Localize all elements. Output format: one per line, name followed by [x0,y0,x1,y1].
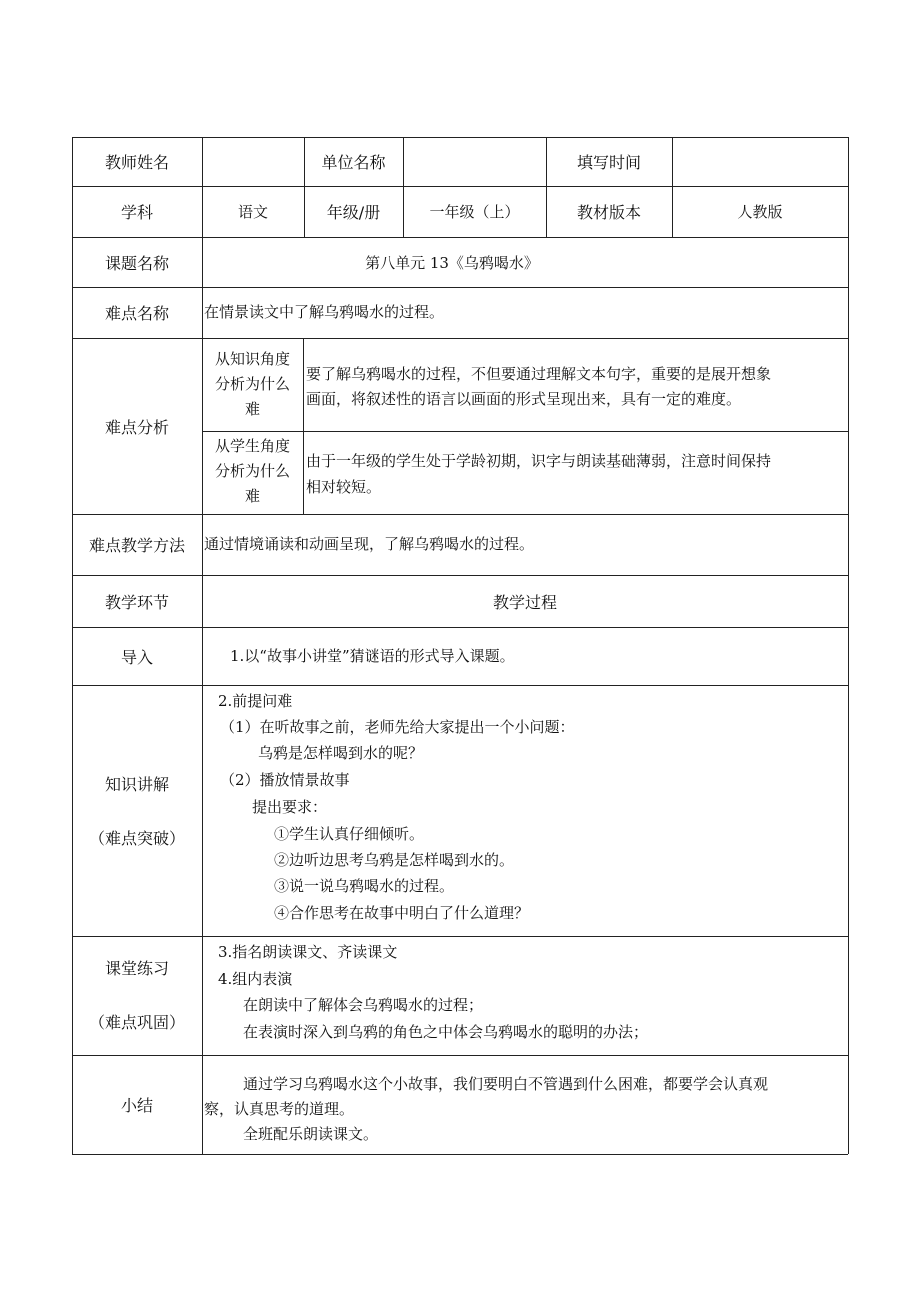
edition-label: 教材版本 [576,203,641,222]
intro-text: 1.以“故事小讲堂”猜谜语的形式导入课题。 [230,647,515,665]
knowledge-angle-text-1: 要了解乌鸦喝水的过程，不但要通过理解文本句字，重要的是展开想象 [306,365,772,383]
topic-value: 第八单元 13《乌鸦喝水》 [365,253,539,272]
method-value: 通过情境诵读和动画呈现，了解乌鸦喝水的过程。 [204,535,535,553]
explain-line: （2）播放情景故事 [220,771,350,789]
practice-line: 4.组内表演 [218,970,293,988]
explain-sublabel: （难点突破） [88,829,185,848]
teacher-name-label: 教师姓名 [104,153,169,172]
difficulty-value: 在情景读文中了解乌鸦喝水的过程。 [204,303,445,321]
practice-line: 在表演时深入到乌鸦的角色之中体会乌鸦喝水的聪明的办法； [243,1023,649,1041]
explain-line: ④合作思考在故事中明白了什么道理？ [274,904,530,922]
difficulty-label: 难点名称 [104,304,169,323]
explain-line: 提出要求： [252,798,328,816]
summary-label: 小结 [120,1096,153,1115]
summary-line: 察，认真思考的道理。 [204,1100,355,1118]
method-label: 难点教学方法 [88,536,185,555]
student-angle-line: 难 [244,487,260,505]
explain-line: （1）在听故事之前，老师先给大家提出一个小问题： [220,718,575,736]
knowledge-angle-line: 难 [244,400,260,418]
edition-value: 人教版 [737,203,783,221]
teacher-name-value[interactable] [202,137,304,186]
grade-label: 年级/册 [326,203,381,222]
unit-name-value[interactable] [403,137,546,186]
student-angle-line: 从学生角度 [214,437,290,455]
knowledge-angle-line: 从知识角度 [214,350,290,368]
analysis-label: 难点分析 [104,417,169,437]
practice-label-block [72,954,202,1038]
teaching-section-header: 教学环节 [104,592,169,612]
practice-sublabel: （难点巩固） [88,1013,185,1032]
topic-label: 课题名称 [104,253,169,273]
summary-line: 全班配乐朗读课文。 [243,1125,379,1143]
fill-date-value[interactable] [672,137,848,186]
practice-line: 3.指名朗读课文、齐读课文 [218,943,398,961]
knowledge-angle-text-2: 画面，将叙述性的语言以画面的形式呈现出来，具有一定的难度。 [306,390,742,408]
explain-line: ②边听边思考乌鸦是怎样喝到水的。 [274,851,515,869]
knowledge-angle-line: 分析为什么 [214,375,290,393]
subject-value: 语文 [237,203,268,221]
intro-label: 导入 [120,647,153,667]
practice-line: 在朗读中了解体会乌鸦喝水的过程； [243,996,484,1014]
explain-line: ③说一说乌鸦喝水的过程。 [274,877,455,895]
explain-line: ①学生认真仔细倾听。 [274,825,425,843]
teaching-process-header: 教学过程 [492,592,557,612]
unit-name-label: 单位名称 [321,153,386,172]
explain-line: 乌鸦是怎样喝到水的呢？ [258,744,424,762]
practice-label: 课堂练习 [104,959,169,978]
grade-value: 一年级（上） [429,203,520,221]
summary-line: 通过学习乌鸦喝水这个小故事，我们要明白不管遇到什么困难，都要学会认真观 [243,1075,769,1093]
student-angle-text-2: 相对较短。 [306,478,382,496]
student-angle-text-1: 由于一年级的学生处于学龄初期，识字与朗读基础薄弱，注意时间保持 [306,452,772,470]
subject-label: 学科 [120,203,153,222]
explain-label-block [72,770,202,854]
fill-date-label: 填写时间 [576,153,641,172]
student-angle-label [202,434,303,509]
student-angle-line: 分析为什么 [214,462,290,480]
explain-label: 知识讲解 [104,775,169,794]
explain-line: 2.前提问难 [218,692,293,710]
knowledge-angle-label [202,347,303,422]
